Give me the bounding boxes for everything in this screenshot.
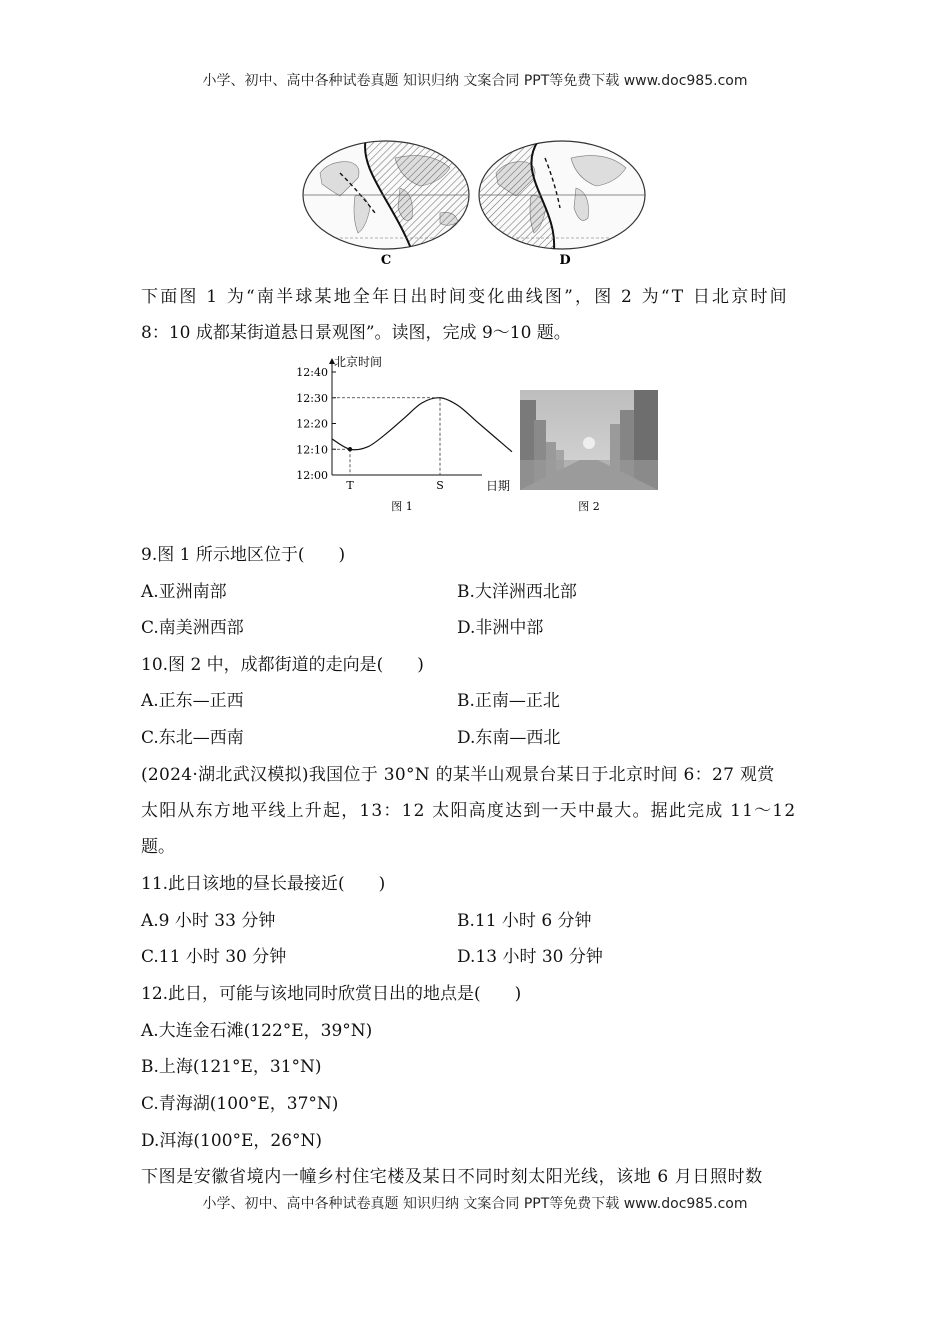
intro2-line1: (2024·湖北武汉模拟)我国位于 30°N 的某半山观景台某日于北京时间 6：27 观赏 xyxy=(141,765,775,785)
street-photo xyxy=(520,390,658,516)
q9-stem: 9.图 1 所示地区位于( ) xyxy=(141,545,346,565)
q10-stem: 10.图 2 中，成都街道的走向是( ) xyxy=(141,655,424,675)
q9-option-d: D.非洲中部 xyxy=(457,618,544,638)
y-tick-label: 12:30 xyxy=(296,391,328,405)
sunrise-curve xyxy=(332,398,512,452)
chart-caption: 图 1 xyxy=(391,500,413,513)
x-tick-label-t: T xyxy=(346,479,354,492)
map-c-label: C xyxy=(380,253,392,268)
y-axis-label: 北京时间 xyxy=(334,355,383,369)
q12-option-c: C.青海湖(100°E，37°N) xyxy=(141,1094,339,1114)
q10-option-b: B.正南—正北 xyxy=(457,691,560,711)
q12-option-d: D.洱海(100°E，26°N) xyxy=(141,1131,323,1151)
x-axis-label: 日期 xyxy=(486,479,511,493)
q11-stem: 11.此日该地的昼长最接近( ) xyxy=(141,874,386,894)
q10-option-d: D.东南—西北 xyxy=(457,728,561,748)
q11-option-b: B.11 小时 6 分钟 xyxy=(457,911,592,931)
y-tick-label: 12:20 xyxy=(296,417,328,431)
q12-option-b: B.上海(121°E，31°N) xyxy=(141,1057,322,1077)
world-maps-figure xyxy=(300,138,650,268)
q11-option-d: D.13 小时 30 分钟 xyxy=(457,947,603,967)
q11-option-a: A.9 小时 33 分钟 xyxy=(141,911,276,931)
q12-stem: 12.此日，可能与该地同时欣赏日出的地点是( ) xyxy=(141,984,522,1004)
sunrise-chart xyxy=(290,352,520,518)
intro1-line1: 下面图 1 为“南半球某地全年日出时间变化曲线图”，图 2 为“T 日北京时间 xyxy=(141,287,789,307)
page-header: 小学、初中、高中各种试卷真题 知识归纳 文案合同 PPT等免费下载 www.doc985.com xyxy=(202,73,748,89)
intro1-line2: 8：10 成都某街道悬日景观图”。读图，完成 9～10 题。 xyxy=(141,323,571,343)
q9-option-a: A.亚洲南部 xyxy=(141,582,227,602)
map-d xyxy=(470,138,650,268)
intro2-line3: 题。 xyxy=(141,837,175,857)
x-tick-label-s: S xyxy=(436,479,444,492)
point-t xyxy=(348,447,352,451)
q9-option-c: C.南美洲西部 xyxy=(141,618,244,638)
photo-caption: 图 2 xyxy=(578,500,600,513)
y-tick-label: 12:10 xyxy=(296,443,328,457)
y-tick-label: 12:40 xyxy=(296,366,328,379)
intro3-line1: 下图是安徽省境内一幢乡村住宅楼及某日不同时刻太阳光线，该地 6 月日照时数 xyxy=(141,1167,763,1187)
q9-option-b: B.大洋洲西北部 xyxy=(457,582,577,602)
map-d-label: D xyxy=(559,253,571,268)
intro2-line2: 太阳从东方地平线上升起，13：12 太阳高度达到一天中最大。据此完成 11～12 xyxy=(141,801,797,821)
map-c xyxy=(300,138,475,268)
q10-option-c: C.东北—西南 xyxy=(141,728,244,748)
q12-option-a: A.大连金石滩(122°E，39°N) xyxy=(141,1021,373,1041)
q11-option-c: C.11 小时 30 分钟 xyxy=(141,947,287,967)
q10-option-a: A.正东—正西 xyxy=(141,691,244,711)
page-footer: 小学、初中、高中各种试卷真题 知识归纳 文案合同 PPT等免费下载 www.doc985.com xyxy=(202,1196,748,1212)
y-tick-label: 12:00 xyxy=(296,469,328,482)
